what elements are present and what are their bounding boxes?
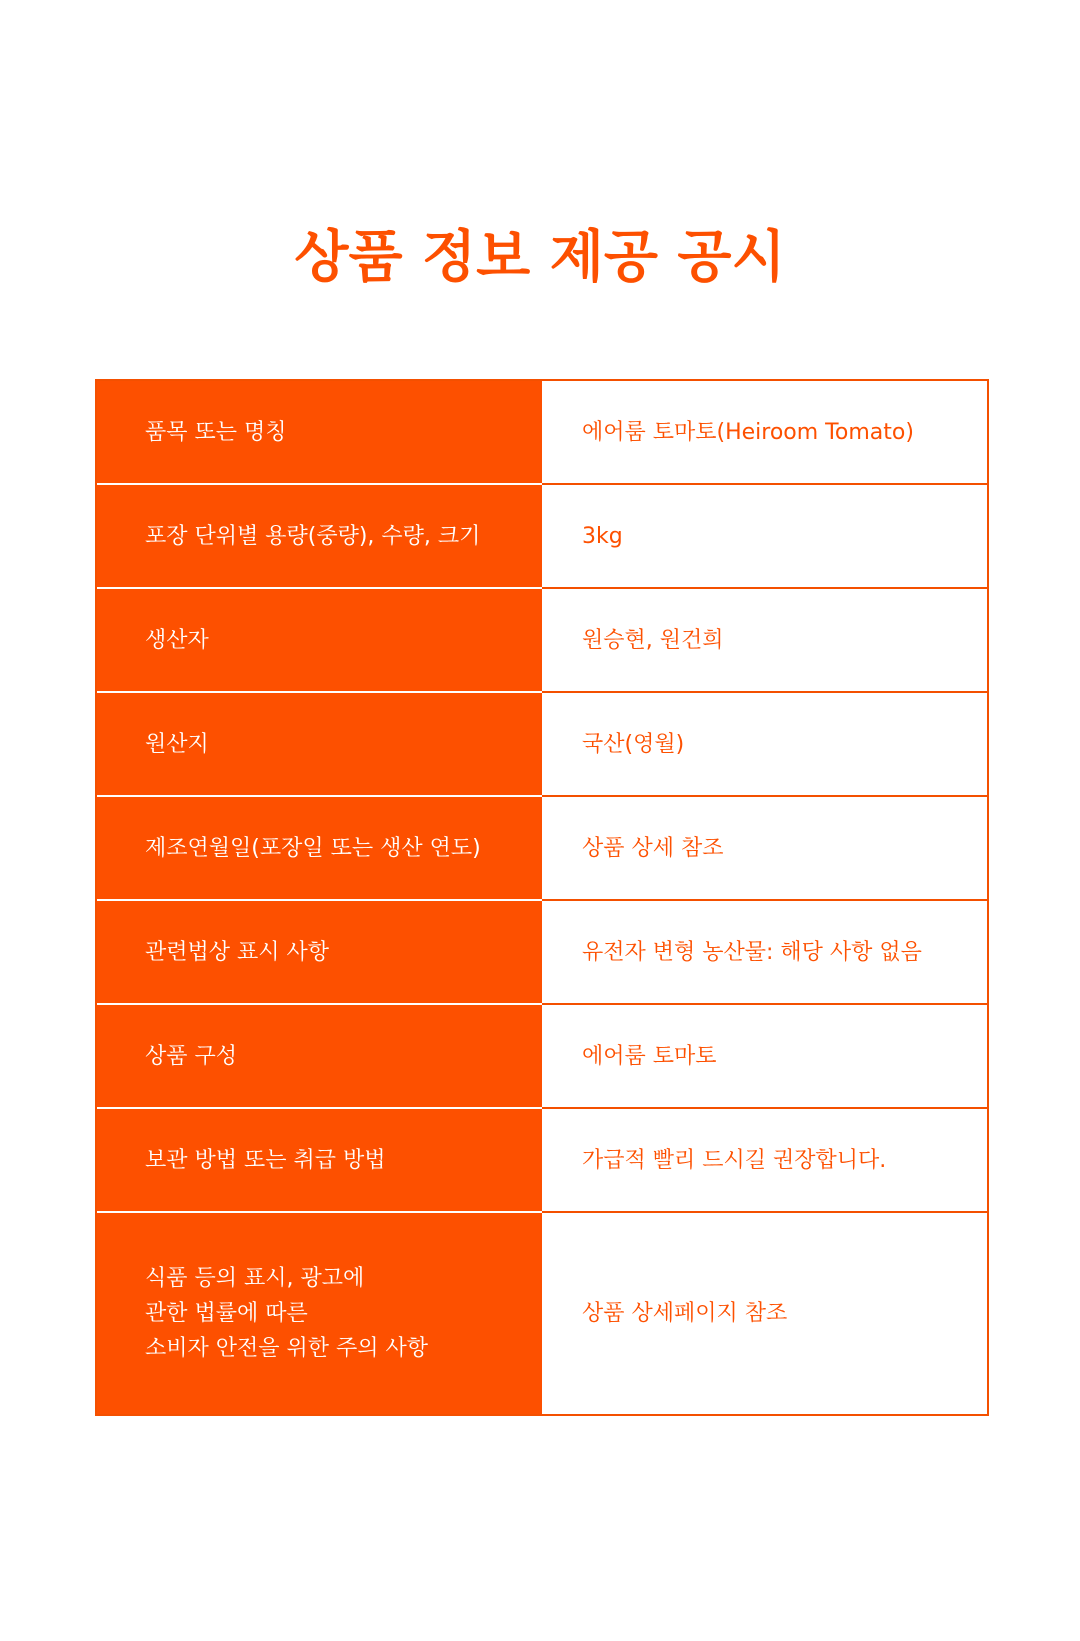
- row-label: 상품 구성: [145, 1043, 238, 1069]
- row-value-cell: [542, 797, 987, 899]
- row-label: 생산자: [145, 627, 209, 653]
- row-label: 보관 방법 또는 취급 방법: [145, 1147, 386, 1173]
- product-info-table: [95, 379, 989, 1416]
- table-row: [97, 485, 987, 589]
- table-row: [97, 381, 987, 485]
- row-label-cell: [97, 589, 542, 693]
- table-row: [97, 901, 987, 1005]
- row-value: 국산(영월): [582, 731, 685, 757]
- row-value-cell: [542, 589, 987, 691]
- row-value-cell: [542, 1213, 987, 1414]
- row-value-cell: [542, 693, 987, 795]
- row-label: 포장 단위별 용량(중량), 수량, 크기: [145, 523, 481, 549]
- row-label: 제조연월일(포장일 또는 생산 연도): [145, 835, 481, 861]
- row-label: 원산지: [145, 731, 209, 757]
- row-label: 식품 등의 표시, 광고에 관한 법률에 따른 소비자 안전을 위한 주의 사항: [145, 1266, 428, 1361]
- table-row: [97, 693, 987, 797]
- row-value-cell: [542, 381, 987, 483]
- row-label: 품목 또는 명칭: [145, 419, 287, 445]
- row-label-cell: [97, 1109, 542, 1213]
- row-label-cell: [97, 797, 542, 901]
- row-label-cell: [97, 381, 542, 485]
- table-row: [97, 797, 987, 901]
- page-title: 상품 정보 제공 공시: [294, 225, 786, 290]
- row-label-cell: [97, 1213, 542, 1414]
- table-row: [97, 1213, 987, 1414]
- row-label-cell: [97, 1005, 542, 1109]
- table-row: [97, 1109, 987, 1213]
- row-label-cell: [97, 901, 542, 1005]
- table-row: [97, 589, 987, 693]
- row-value: 가급적 빨리 드시길 권장합니다.: [582, 1147, 887, 1173]
- row-value: 상품 상세페이지 참조: [582, 1301, 788, 1326]
- row-label-cell: [97, 693, 542, 797]
- row-value: 3kg: [582, 523, 623, 549]
- row-value-cell: [542, 1109, 987, 1211]
- row-label-cell: [97, 485, 542, 589]
- row-value: 에어룸 토마토: [582, 1043, 717, 1069]
- row-label: 관련법상 표시 사항: [145, 939, 330, 965]
- row-value-cell: [542, 1005, 987, 1107]
- row-value: 유전자 변형 농산물: 해당 사항 없음: [582, 939, 922, 965]
- row-value-cell: [542, 901, 987, 1003]
- row-value-cell: [542, 485, 987, 587]
- row-value: 원승현, 원건희: [582, 627, 724, 653]
- row-value: 에어룸 토마토(Heiroom Tomato): [582, 419, 914, 445]
- table-row: [97, 1005, 987, 1109]
- row-value: 상품 상세 참조: [582, 835, 724, 861]
